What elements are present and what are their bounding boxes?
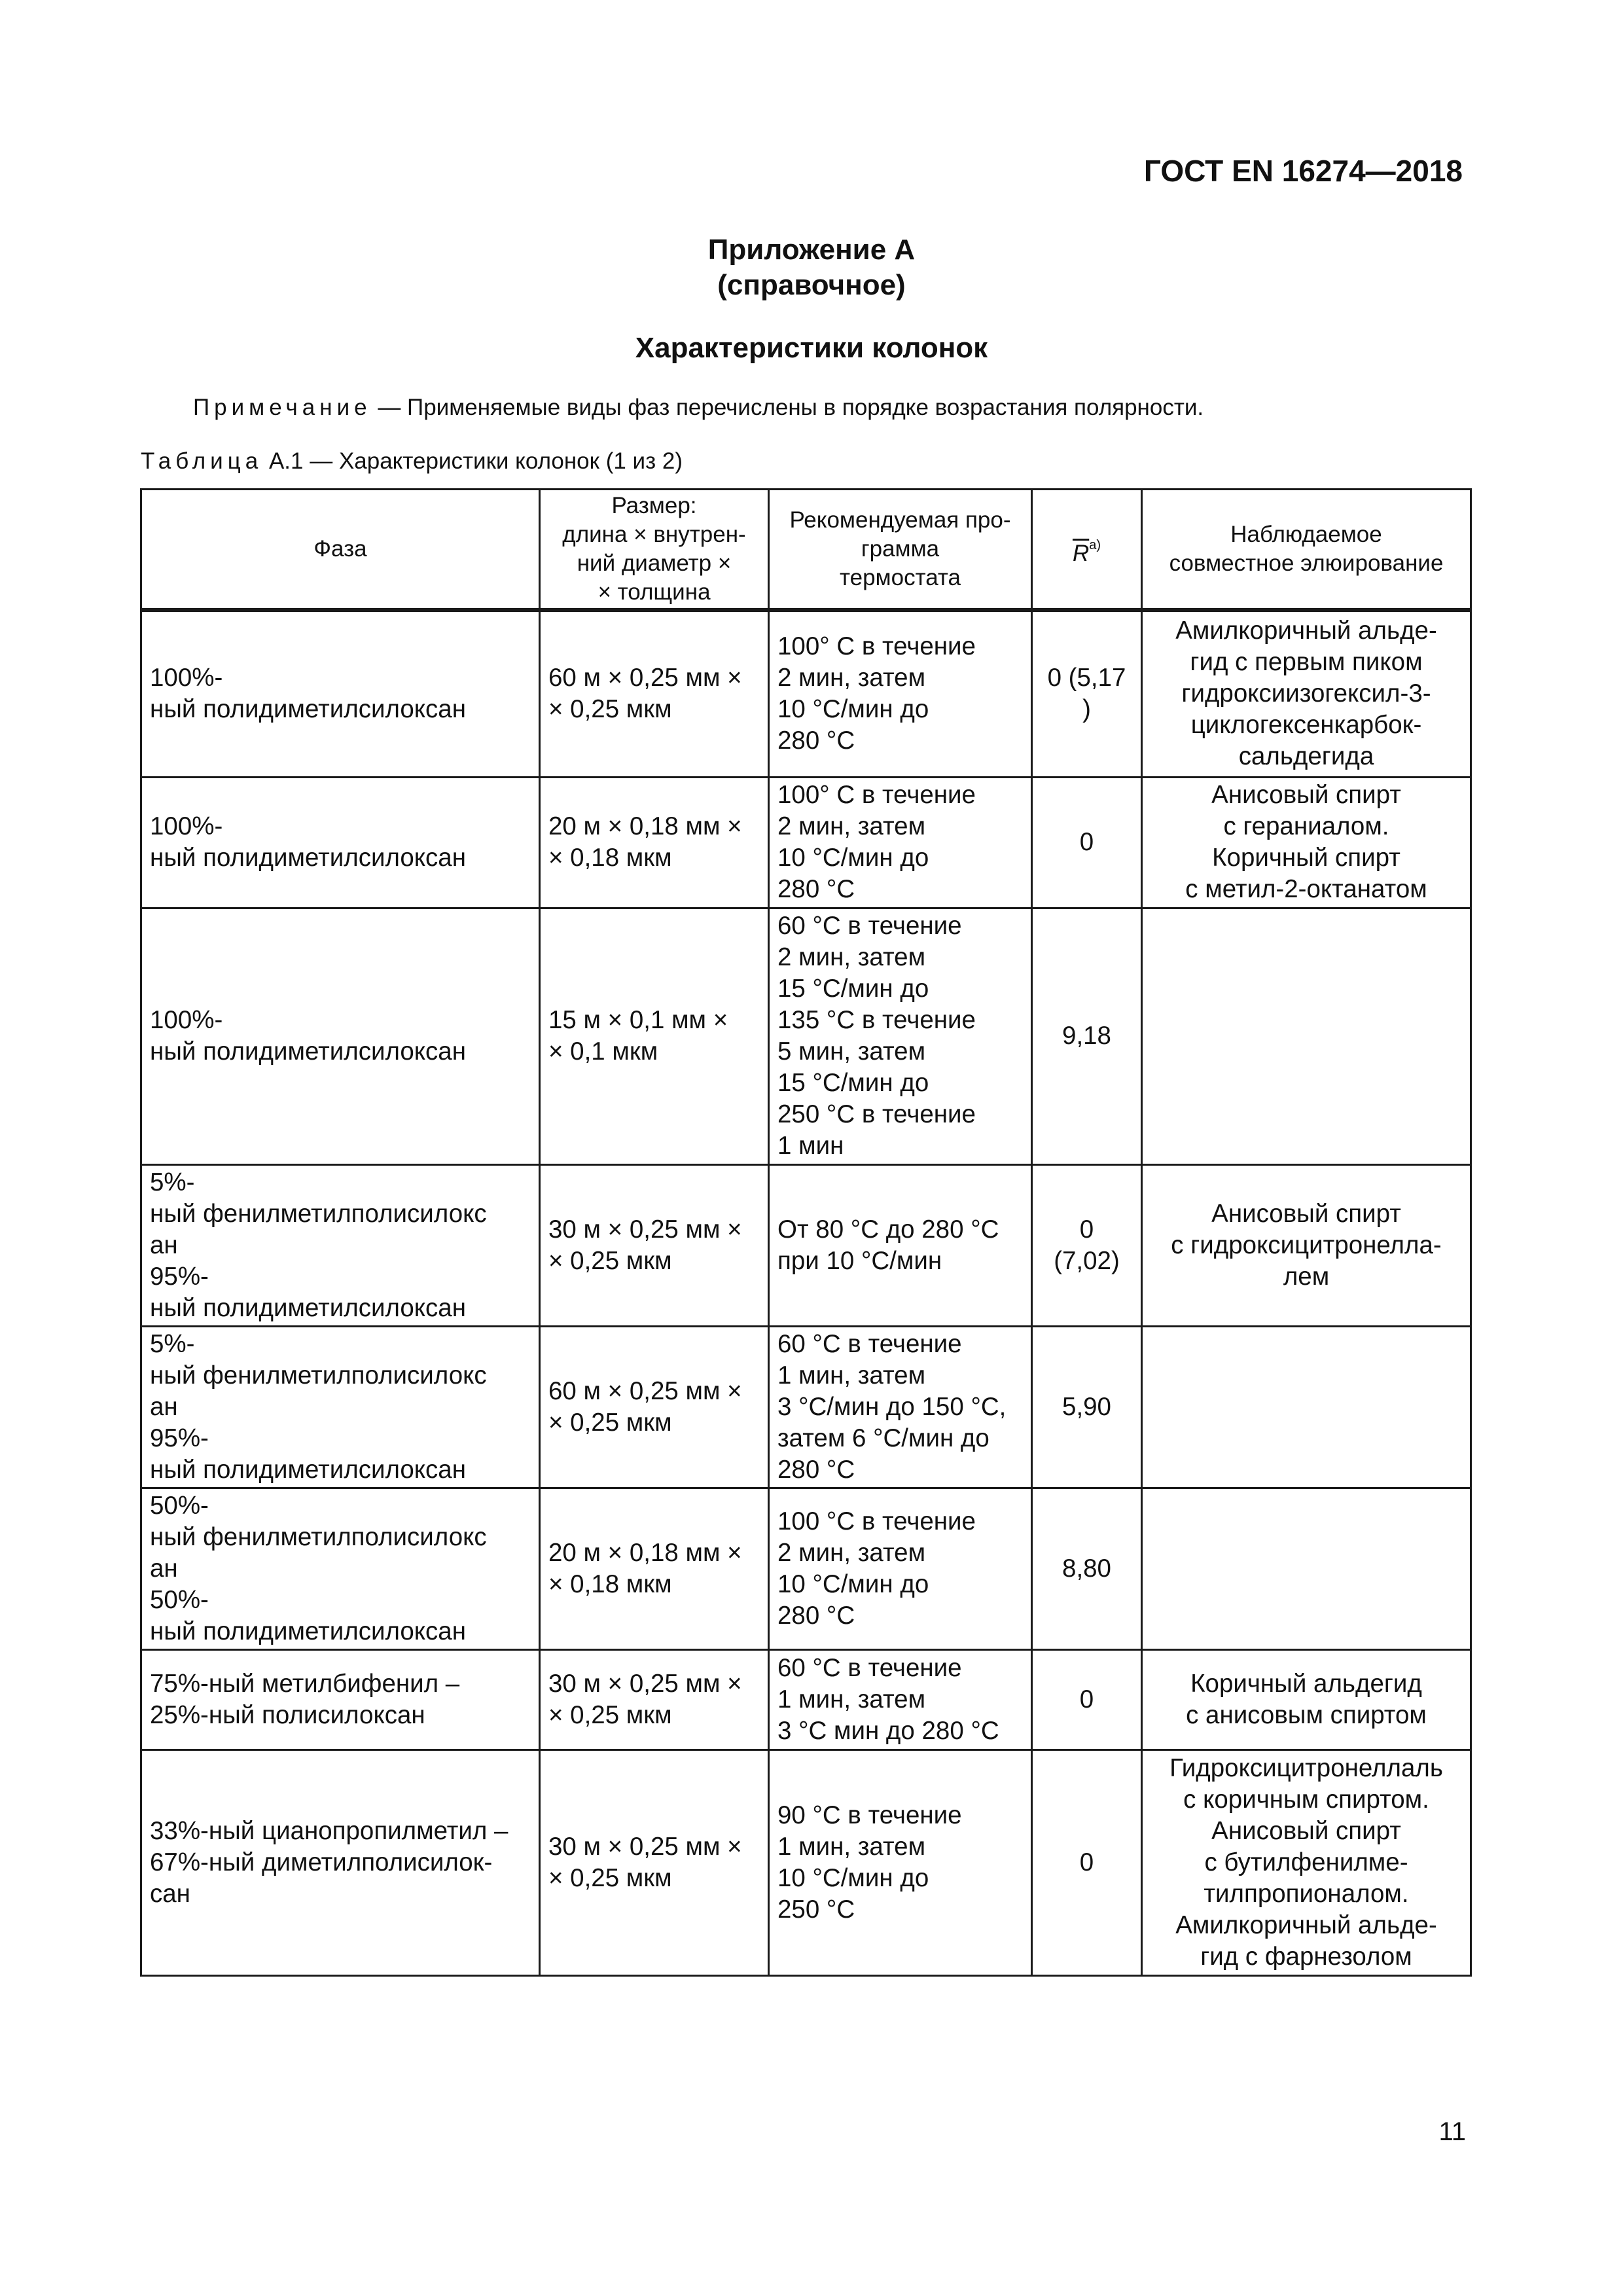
cell-coelution: [1142, 777, 1471, 908]
cell-line: Коричный альдегид: [1190, 1669, 1422, 1698]
cell-line: × 0,25 мкм: [548, 695, 672, 724]
cell-line: с коричным спиртом.: [1183, 1785, 1429, 1814]
cell-line: 100%-: [150, 664, 223, 692]
r-symbol: $\overline{R}$: [1072, 540, 1090, 566]
cell-line: 2 мин, затем: [777, 1538, 926, 1567]
cell-line: 1 мин, затем: [777, 1361, 926, 1390]
cell-line: 60 °С в течение: [777, 912, 962, 940]
cell-line: Амилкоричный альде-: [1175, 617, 1437, 645]
cell-line: затем 6 °С/мин до: [777, 1424, 990, 1452]
note-label: Примечание: [193, 395, 372, 420]
cell-line: 30 м × 0,25 мм ×: [548, 1669, 742, 1698]
cell-line: × 0,25 мкм: [548, 1700, 672, 1729]
header-size: Размер: длина × внутрен- ний диаметр × × толщина: [540, 490, 769, 611]
note-text: — Применяемые виды фаз перечислены в порядке возрастания полярности.: [371, 395, 1204, 420]
table-row: [141, 610, 1471, 777]
table-row: [141, 1488, 1471, 1649]
cell-line: × 0,18 мкм: [548, 844, 672, 872]
cell-line: × 0,18 мкм: [548, 1570, 672, 1598]
cell-line: 1 мин, затем: [777, 1832, 926, 1861]
cell-line: 2 мин, затем: [777, 943, 926, 971]
cell-line: 30 м × 0,25 мм ×: [548, 1215, 742, 1244]
cell-line: 0: [1079, 828, 1094, 856]
cell-line: 100%-: [150, 812, 223, 840]
columns-table: [140, 488, 1472, 1977]
appendix-title: Приложение А: [707, 234, 916, 266]
cell-line: лем: [1283, 1262, 1330, 1291]
cell-line: с гидроксицитронелла-: [1171, 1230, 1442, 1259]
cell-line: 5 мин, затем: [777, 1037, 926, 1066]
cell-line: От 80 °С до 280 °С: [777, 1215, 999, 1244]
cell-r: [1032, 1488, 1142, 1649]
cell-coelution: [1142, 610, 1471, 777]
cell-line: 100° С в течение: [777, 781, 976, 809]
table-row: [141, 777, 1471, 908]
cell-line: ный полидиметилсилоксан: [150, 1037, 466, 1066]
cell-line: 15 °С/мин до: [777, 1069, 929, 1097]
cell-line: 2 мин, затем: [777, 812, 926, 840]
cell-phase: [141, 908, 540, 1164]
cell-coelution: [1142, 1326, 1471, 1488]
table-row: [141, 1164, 1471, 1326]
cell-line: 280 °С: [777, 726, 855, 755]
cell-line: 100 °С в течение: [777, 1507, 976, 1535]
cell-program: [769, 908, 1032, 1164]
cell-line: ный фенилметилполисилокс: [150, 1361, 487, 1390]
cell-line: циклогексенкарбок-: [1190, 711, 1422, 740]
cell-line: × 0,25 мкм: [548, 1246, 672, 1275]
cell-line: гидроксиизогексил-3-: [1181, 679, 1431, 708]
cell-size: [540, 1488, 769, 1649]
cell-line: 5,90: [1062, 1392, 1111, 1421]
cell-line: 20 м × 0,18 мм ×: [548, 812, 742, 840]
cell-line: × 0,25 мкм: [548, 1863, 672, 1892]
cell-line: Коричный спирт: [1212, 844, 1400, 872]
cell-line: 1 мин, затем: [777, 1685, 926, 1713]
cell-line: 250 °С: [777, 1895, 855, 1924]
cell-phase: [141, 1164, 540, 1326]
cell-line: 10 °С/мин до: [777, 1863, 929, 1892]
cell-line: 9,18: [1062, 1022, 1111, 1050]
cell-line: 60 °С в течение: [777, 1653, 962, 1682]
table-caption: [141, 448, 683, 475]
cell-line: 135 °С в течение: [777, 1006, 976, 1034]
table-header-row: [141, 490, 1471, 611]
cell-line: 100° С в течение: [777, 632, 976, 661]
cell-phase: [141, 1749, 540, 1975]
cell-line: 33%-ный цианопропилметил –: [150, 1816, 508, 1845]
cell-line: 95%-: [150, 1262, 209, 1291]
cell-r: [1032, 1164, 1142, 1326]
table-row: [141, 1649, 1471, 1749]
cell-line: с гераниалом.: [1223, 812, 1389, 840]
cell-line: 280 °С: [777, 1455, 855, 1484]
cell-line: 3 °С мин до 280 °С: [777, 1716, 999, 1745]
cell-line: Анисовый спирт: [1211, 781, 1401, 809]
cell-size: [540, 1326, 769, 1488]
cell-phase: [141, 1326, 540, 1488]
cell-line: ан: [150, 1230, 178, 1259]
cell-program: [769, 1749, 1032, 1975]
header-phase: Фаза: [141, 490, 540, 611]
header-r: [1032, 490, 1142, 611]
cell-line: 10 °С/мин до: [777, 695, 929, 724]
cell-program: [769, 610, 1032, 777]
cell-line: 30 м × 0,25 мм ×: [548, 1832, 742, 1861]
cell-phase: [141, 1649, 540, 1749]
cell-line: 15 м × 0,1 мм ×: [548, 1006, 728, 1034]
cell-line: с анисовым спиртом: [1186, 1700, 1427, 1729]
cell-line: 25%-ный полисилоксан: [150, 1700, 425, 1729]
cell-line: 5%-: [150, 1168, 195, 1196]
cell-line: Анисовый спирт: [1211, 1816, 1401, 1845]
cell-line: 10 °С/мин до: [777, 844, 929, 872]
cell-line: ный фенилметилполисилокс: [150, 1199, 487, 1228]
cell-line: 95%-: [150, 1424, 209, 1452]
cell-line: 250 °С в течение: [777, 1100, 976, 1128]
table-row: [141, 908, 1471, 1164]
cell-line: Анисовый спирт: [1211, 1199, 1401, 1228]
header-coelution: Наблюдаемое совместное элюирование: [1142, 490, 1471, 611]
cell-line: ан: [150, 1554, 178, 1583]
cell-line: 60 м × 0,25 мм ×: [548, 664, 742, 692]
cell-line: 3 °С/мин до 150 °С,: [777, 1392, 1007, 1421]
cell-line: 10 °С/мин до: [777, 1570, 929, 1598]
cell-line: 280 °С: [777, 875, 855, 903]
cell-line: 0: [1079, 1685, 1094, 1713]
cell-line: 0: [1079, 1215, 1094, 1244]
cell-line: 50%-: [150, 1491, 209, 1520]
cell-coelution: [1142, 1649, 1471, 1749]
cell-line: 20 м × 0,18 мм ×: [548, 1538, 742, 1567]
cell-line: сальдегида: [1238, 742, 1374, 771]
cell-size: [540, 1749, 769, 1975]
cell-line: Амилкоричный альде-: [1175, 1910, 1437, 1939]
cell-r: [1032, 610, 1142, 777]
cell-phase: [141, 777, 540, 908]
cell-line: ан: [150, 1392, 178, 1421]
document-code: ГОСТ EN 16274—2018: [1143, 154, 1463, 188]
cell-line: ): [1082, 695, 1091, 724]
table-caption-text: А.1 — Характеристики колонок (1 из 2): [262, 448, 683, 474]
cell-line: (7,02): [1054, 1246, 1120, 1275]
cell-line: ный полидиметилсилоксан: [150, 1617, 466, 1645]
cell-line: ный полидиметилсилоксан: [150, 695, 466, 724]
cell-line: гид с первым пиком: [1190, 648, 1423, 677]
cell-program: [769, 1164, 1032, 1326]
table-body: [141, 610, 1471, 1975]
cell-line: 1 мин: [777, 1132, 844, 1160]
cell-coelution: [1142, 1749, 1471, 1975]
cell-r: [1032, 1749, 1142, 1975]
cell-line: 90 °С в течение: [777, 1801, 962, 1829]
cell-line: ный полидиметилсилоксан: [150, 1455, 466, 1484]
cell-size: [540, 777, 769, 908]
cell-line: 5%-: [150, 1329, 195, 1358]
cell-line: с метил-2-октанатом: [1185, 875, 1427, 903]
cell-program: [769, 1488, 1032, 1649]
cell-line: с бутилфенилме-: [1204, 1848, 1408, 1876]
cell-coelution: [1142, 1488, 1471, 1649]
cell-line: 0 (5,17: [1047, 664, 1126, 692]
cell-line: × 0,1 мкм: [548, 1037, 658, 1066]
cell-program: [769, 777, 1032, 908]
cell-r: [1032, 908, 1142, 1164]
cell-line: 50%-: [150, 1585, 209, 1614]
cell-program: [769, 1326, 1032, 1488]
r-footnote-marker: a): [1089, 537, 1101, 552]
cell-line: тилпропионалом.: [1204, 1879, 1409, 1908]
cell-line: 100%-: [150, 1006, 223, 1034]
cell-line: 75%-ный метилбифенил –: [150, 1669, 460, 1698]
table-row: [141, 1326, 1471, 1488]
cell-line: Гидроксицитронеллаль: [1169, 1753, 1443, 1782]
cell-line: 280 °С: [777, 1601, 855, 1630]
header-program: Рекомендуемая про- грамма термостата: [769, 490, 1032, 611]
cell-r: [1032, 1649, 1142, 1749]
appendix-type: (справочное): [717, 269, 906, 301]
cell-coelution: [1142, 1164, 1471, 1326]
section-title: Характеристики колонок: [635, 332, 988, 364]
note: [193, 395, 1204, 421]
cell-line: ный полидиметилсилоксан: [150, 1293, 466, 1322]
cell-line: 2 мин, затем: [777, 664, 926, 692]
cell-phase: [141, 610, 540, 777]
cell-line: × 0,25 мкм: [548, 1408, 672, 1437]
cell-line: 8,80: [1062, 1554, 1111, 1583]
cell-line: гид с фарнезолом: [1200, 1942, 1412, 1971]
cell-size: [540, 908, 769, 1164]
cell-line: 60 °С в течение: [777, 1329, 962, 1358]
cell-line: при 10 °С/мин: [777, 1246, 942, 1275]
table-caption-label: Таблица: [141, 448, 263, 474]
cell-r: [1032, 777, 1142, 908]
cell-program: [769, 1649, 1032, 1749]
cell-size: [540, 1649, 769, 1749]
cell-line: 60 м × 0,25 мм ×: [548, 1376, 742, 1405]
table-row: [141, 1749, 1471, 1975]
cell-line: ный полидиметилсилоксан: [150, 844, 466, 872]
cell-size: [540, 610, 769, 777]
page-number: 11: [1438, 2117, 1466, 2146]
cell-line: 67%-ный диметилполисилок-: [150, 1848, 493, 1876]
cell-line: сан: [150, 1879, 190, 1908]
cell-line: 15 °С/мин до: [777, 975, 929, 1003]
cell-r: [1032, 1326, 1142, 1488]
cell-line: 0: [1079, 1848, 1094, 1876]
cell-coelution: [1142, 908, 1471, 1164]
cell-phase: [141, 1488, 540, 1649]
cell-size: [540, 1164, 769, 1326]
cell-line: ный фенилметилполисилокс: [150, 1522, 487, 1551]
